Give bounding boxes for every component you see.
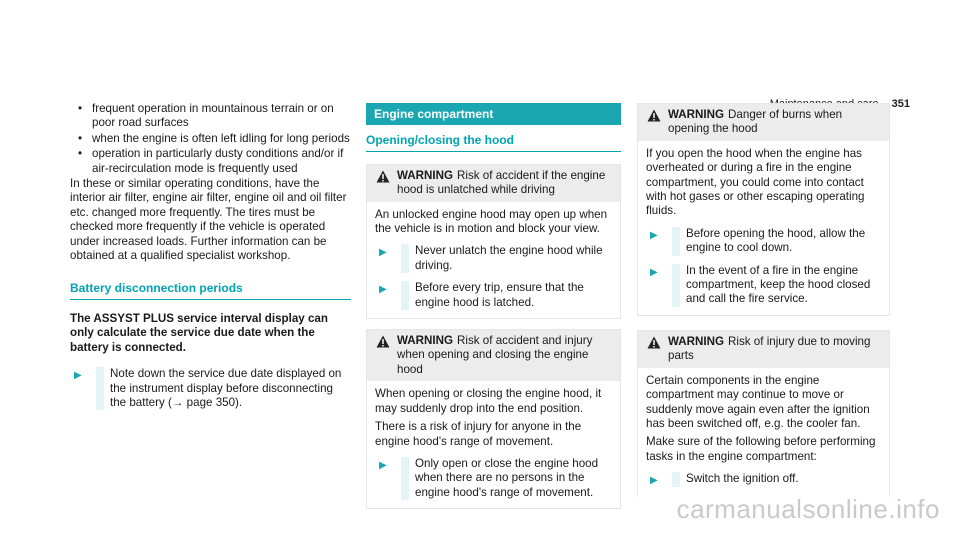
warning-icon [376,170,390,183]
warning-text: There is a risk of injury for anyone in the engine hood's range of movement. [375,420,582,448]
list-item: • operation in particularly dusty conditions and/or if air-recirculation mode is frequently used [70,147,351,176]
warning-box [366,164,621,319]
warning-title: Danger of burns when opening the hood [668,108,843,136]
column-2 [366,103,621,509]
warning-icon [376,335,390,348]
warning-text: An unlocked engine hood may open up when the vehicle is in motion and block your view. [375,207,608,236]
bold-heading: The ASSYST PLUS service interval display can only calculate the service due date when the battery is connected. [70,311,328,354]
warning-box [637,103,890,316]
warning-label: WARNING [397,168,454,182]
section-subhead: Battery disconnection periods [70,281,351,299]
warning-title: Risk of injury due to moving parts [668,334,871,363]
warning-text: Certain components in the engine compartment may continue to move or suddenly move again even after the ignition has been switched off, e.g. the cooler fan. [646,373,870,430]
warning-box [366,329,621,509]
warning-title: Risk of accident and injury when opening and closing the engine hood [397,334,593,376]
list-item: • when the engine is often left idling for long periods [70,132,351,146]
instruction-step: ▶ Only open or close the engine hood when there are no persons in the engine hood's range of movement. [375,457,612,500]
warning-text: If you open the hood when the engine has overheated or during a fire in the engine compartment, you could come into contact with hot gases or other escaping operating fluids. [646,146,865,218]
warning-label: WARNING [397,334,454,348]
warning-label: WARNING [668,334,725,348]
instruction-step: ▶ Note down the service due date displayed on the instrument display before disconnecting the battery (→ page 350). [70,367,351,410]
section-subhead: Opening/closing the hood [366,133,621,151]
instruction-step: ▶ In the event of a fire in the engine compartment, keep the hood closed and call the fire service. [646,264,881,307]
play-arrow-icon: ▶ [379,247,387,259]
play-arrow-icon: ▶ [379,459,387,471]
warning-text: When opening or closing the engine hood, it may suddenly drop into the end position. [375,387,602,415]
instruction-step: ▶ Before every trip, ensure that the engine hood is latched. [375,281,612,310]
warning-title: Risk of accident if the engine hood is unlatched while driving [397,168,606,197]
column-1 [70,102,351,410]
warning-box [637,330,890,497]
instruction-step: ▶ Never unlatch the engine hood while driving. [375,244,612,273]
play-arrow-icon: ▶ [650,229,658,241]
play-arrow-icon: ▶ [650,266,658,278]
warning-label: WARNING [668,108,725,121]
condition-list [70,102,351,176]
column-3 [637,103,890,497]
warning-icon [647,336,661,349]
list-item: • frequent operation in mountainous terrain or on poor road surfaces [70,102,351,131]
body-paragraph: In these or similar operating conditions, have the interior air filter, engine air filter, engine oil and oil filter etc. changed more frequently. The tires must be checked more frequently if the vehicle is operated under increased loads. Further information can be obtained at a qualified specialist workshop. [70,177,347,263]
watermark: carmanualsonline.info [676,494,940,524]
play-arrow-icon: ▶ [74,370,82,382]
play-arrow-icon: ▶ [379,284,387,296]
section-bar-heading: Engine compartment [366,103,621,125]
play-arrow-icon: ▶ [650,475,658,487]
warning-icon [647,109,661,122]
instruction-step: ▶ Before opening the hood, allow the engine to cool down. [646,227,881,256]
warning-text: Make sure of the following before performing tasks in the engine compartment: [646,435,876,463]
page-number: 351 [891,98,910,110]
instruction-step: ▶ Switch the ignition off. [646,472,881,488]
